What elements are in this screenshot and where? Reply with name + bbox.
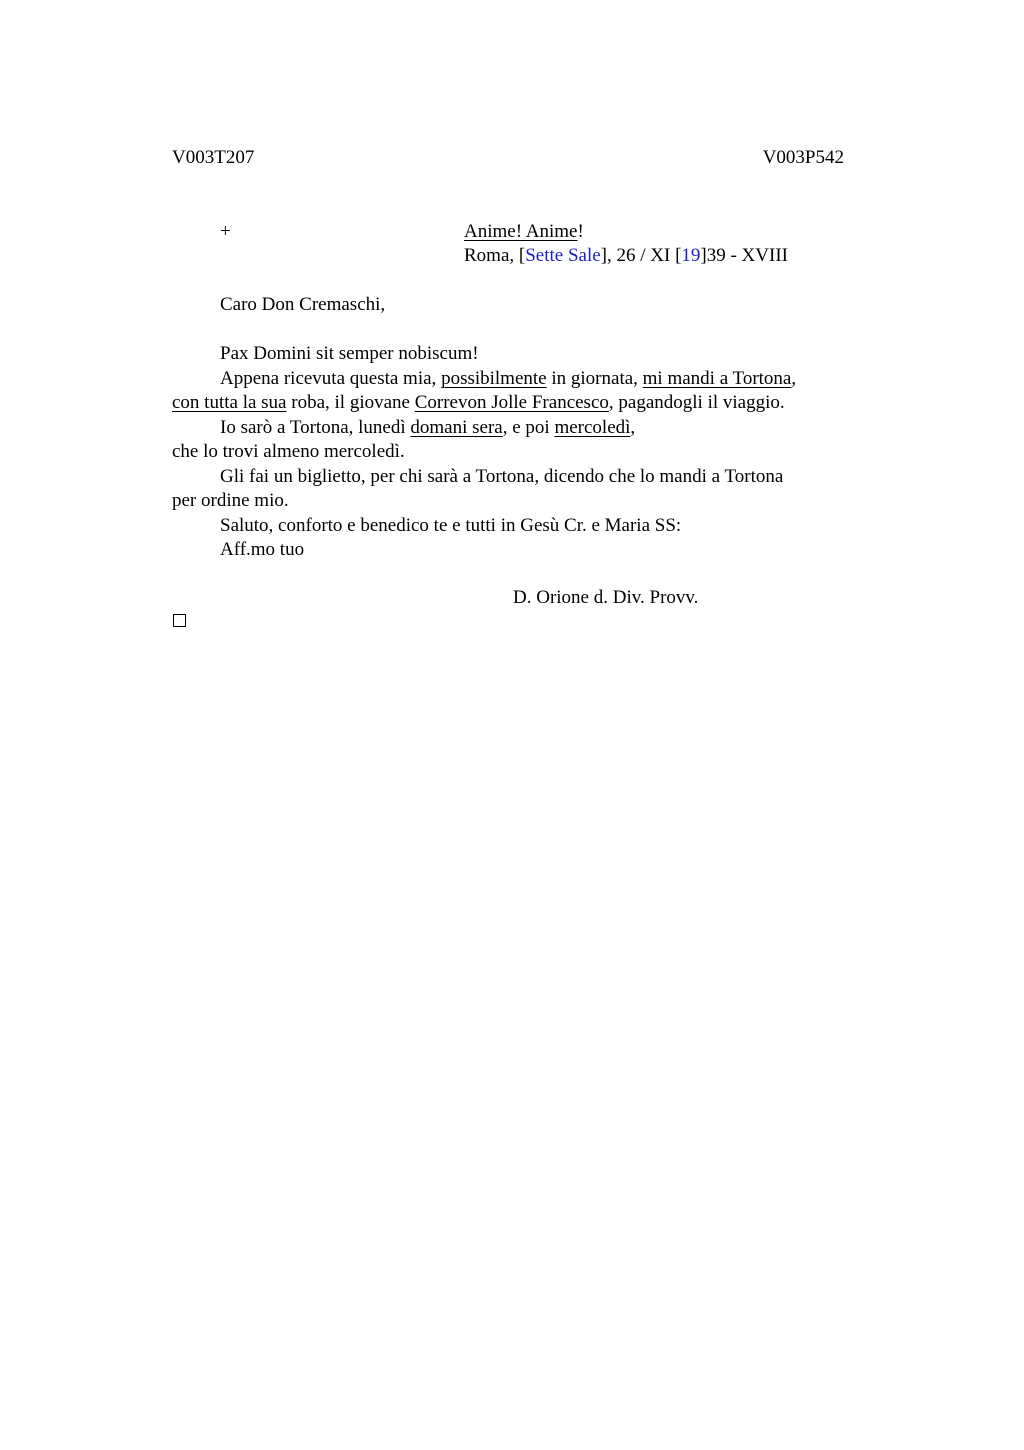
cross-symbol: +	[220, 221, 231, 242]
letter-body	[172, 342, 852, 563]
body-line-3	[172, 391, 852, 416]
motto-exclamation: !	[577, 221, 584, 242]
body-line-2	[172, 367, 852, 392]
document-reference-right: V003P542	[762, 147, 844, 168]
motto	[464, 220, 584, 244]
date-line	[464, 244, 788, 268]
body-text-run: in giornata,	[546, 367, 643, 389]
underlined-text: possibilmente	[441, 367, 547, 389]
body-text-run: ,	[630, 416, 636, 438]
date-place-editorial: Sette Sale	[525, 245, 601, 266]
closing: Aff.mo tuo	[220, 539, 305, 560]
underlined-text: con tutta la sua	[172, 392, 287, 413]
body-text-run: , pagandogli il viaggio.	[608, 392, 785, 413]
body-text-run: roba, il giovane	[286, 392, 415, 413]
underlined-text: Correvon Jolle Francesco	[414, 392, 609, 413]
end-square-icon	[173, 614, 186, 627]
date-century-editorial: 19	[681, 245, 701, 266]
body-line-1: Pax Domini sit semper nobiscum!	[220, 343, 479, 364]
signature: D. Orione d. Div. Provv.	[513, 587, 699, 608]
body-line-7: per ordine mio.	[172, 490, 289, 511]
underlined-text: mi mandi a Tortona	[642, 367, 792, 389]
salutation: Caro Don Cremaschi,	[220, 294, 386, 315]
motto-underlined: Anime! Anime	[464, 221, 578, 242]
body-text-run: Appena ricevuta questa mia,	[220, 367, 442, 389]
body-line-5: che lo trovi almeno mercoledì.	[172, 441, 405, 462]
body-line-4	[172, 416, 852, 441]
date-middle: ], 26 / XI [	[600, 245, 682, 266]
body-text-run: Io sarò a Tortona, lunedì	[220, 416, 411, 438]
body-line-8: Saluto, conforto e benedico te e tutti in Gesù Cr. e Maria SS:	[220, 514, 682, 536]
document-reference-left: V003T207	[172, 147, 255, 168]
underlined-text: domani sera	[410, 416, 503, 438]
body-text-run: , e poi	[502, 416, 555, 438]
date-suffix: ]39 - XVIII	[700, 245, 788, 266]
underlined-text: mercoledì	[554, 416, 631, 438]
date-prefix: Roma, [	[464, 245, 526, 266]
body-line-6: Gli fai un biglietto, per chi sarà a Tortona, dicendo che lo mandi a Tortona	[220, 465, 784, 487]
body-text-run: ,	[791, 367, 797, 389]
